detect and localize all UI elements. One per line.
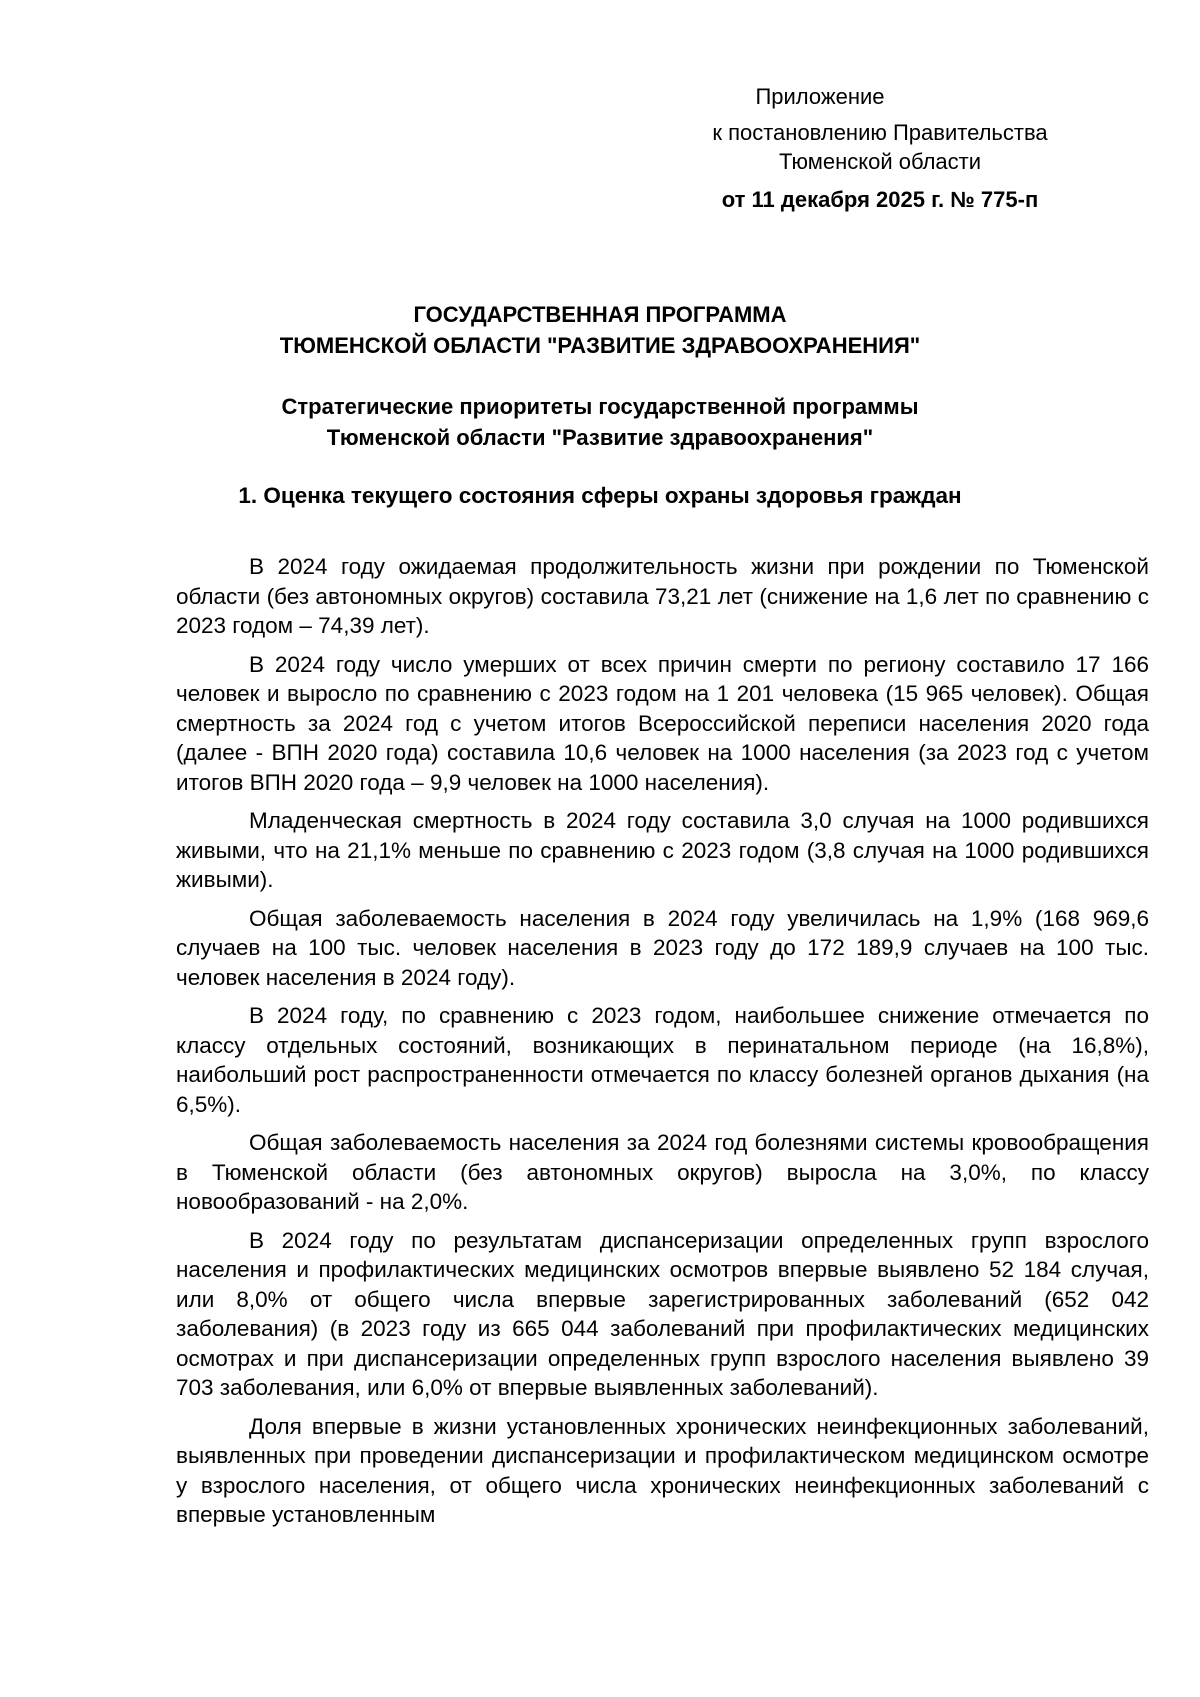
appendix-block	[640, 82, 1120, 214]
appendix-date-number: от 11 декабря 2025 г. № 775-п	[721, 187, 1039, 212]
paragraph: Общая заболеваемость населения в 2024 году увеличилась на 1,9% (168 969,6 случаев на 100 тыс. человек населения в 2023 году до 172 189,9 случаев на 100 тыс. человек населения в 2024 году).	[176, 905, 1149, 990]
program-title-line-1: ГОСУДАРСТВЕННАЯ ПРОГРАММА	[413, 302, 787, 327]
priorities-title-line-2: Тюменской области "Развитие здравоохранения"	[326, 425, 874, 450]
appendix-line-1: к постановлению Правительства	[712, 120, 1048, 145]
appendix-title: Приложение	[755, 84, 885, 109]
body-text	[176, 552, 1149, 1539]
priorities-title-line-1: Стратегические приоритеты государственной программы	[281, 394, 919, 419]
paragraph: В 2024 году число умерших от всех причин смерти по региону составило 17 166 человек и выросло по сравнению с 2023 годом на 1 201 человека (15 965 человек). Общая смертность за 2024 год с учетом итогов Всероссийской переписи населения 2020 года (далее - ВПН 2020 года) составила 10,6 человек на 1000 населения (за 2023 год с учетом итогов ВПН 2020 года – 9,9 человек на 1000 населения).	[176, 651, 1149, 795]
priorities-title	[150, 391, 1050, 453]
paragraph: В 2024 году ожидаемая продолжительность жизни при рождении по Тюменской области (без автономных округов) составила 73,21 лет (снижение на 1,6 лет по сравнению с 2023 годом – 74,39 лет).	[176, 554, 1149, 638]
paragraph: Младенческая смертность в 2024 году составила 3,0 случая на 1000 родившихся живыми, что на 21,1% меньше по сравнению с 2023 годом (3,8 случая на 1000 родившихся живыми).	[176, 808, 1149, 892]
paragraph: В 2024 году по результатам диспансеризации определенных групп взрослого населения и профилактических медицинских осмотров впервые выявлено 52 184 случая, или 8,0% от общего числа впервые зарегистрированных заболеваний (652 042 заболевания) (в 2023 году из 665 044 заболеваний при профилактических медицинских осмотрах и при диспансеризации определенных групп взрослого населения выявлено 39 703 заболевания, или 6,0% от впервые выявленных заболеваний).	[176, 1227, 1149, 1400]
section-heading: 1. Оценка текущего состояния сферы охраны здоровья граждан	[238, 483, 962, 508]
program-title-line-2: ТЮМЕНСКОЙ ОБЛАСТИ "РАЗВИТИЕ ЗДРАВООХРАНЕНИЯ"	[279, 333, 921, 358]
paragraph: Доля впервые в жизни установленных хронических неинфекционных заболеваний, выявленных при проведении диспансеризации и профилактическом медицинском осмотре у взрослого населения, от общего числа хронических неинфекционных заболеваний с впервые установленным	[176, 1413, 1149, 1527]
paragraph: В 2024 году, по сравнению с 2023 годом, наибольшее снижение отмечается по классу отдельных состояний, возникающих в перинатальном периоде (на 16,8%), наибольший рост распространенности отмечается по классу болезней органов дыхания (на 6,5%).	[176, 1003, 1149, 1117]
appendix-line-2: Тюменской области	[778, 149, 982, 174]
paragraph: Общая заболеваемость населения за 2024 год болезнями системы кровообращения в Тюменской области (без автономных округов) выросла на 3,0%, по классу новообразований - на 2,0%.	[176, 1130, 1149, 1214]
program-title	[150, 299, 1050, 361]
